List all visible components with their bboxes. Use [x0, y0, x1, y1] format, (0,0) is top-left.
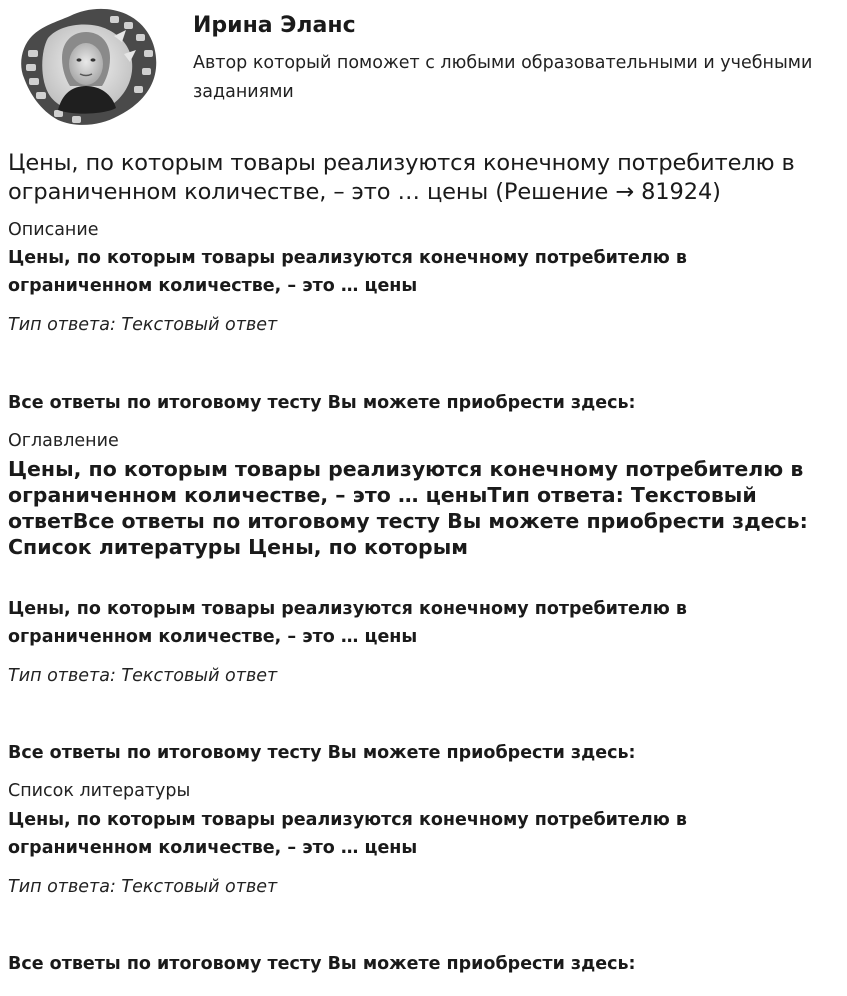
literature-note	[8, 950, 798, 978]
section-label-toc: Оглавление	[8, 431, 119, 451]
question-text: Цены, по которым товары реализуются конечному потребителю в ограниченном количестве, – это … цены	[8, 248, 687, 296]
author-description: Автор который поможет с любыми образовательными и учебными заданиями	[193, 53, 813, 102]
section-label-description: Описание	[8, 220, 99, 240]
toc-note	[8, 739, 798, 767]
description-section	[8, 219, 798, 241]
description-answer-type	[8, 314, 798, 336]
author-header	[8, 0, 839, 140]
answer-type-text: Тип ответа: Текстовый ответ	[8, 666, 278, 686]
author-name[interactable]: Ирина Эланс	[193, 13, 356, 38]
section-label-literature: Список литературы	[8, 781, 191, 801]
page-title: Цены, по которым товары реализуются конечному потребителю в ограниченном количестве, – это … цены (Решение → 81924)	[8, 150, 795, 205]
purchase-note: Все ответы по итоговому тесту Вы можете приобрести здесь:	[8, 393, 636, 413]
toc-question	[8, 595, 798, 651]
question-text: Цены, по которым товары реализуются конечному потребителю в ограниченном количестве, – это … цены	[8, 599, 687, 647]
answer-type-text: Тип ответа: Текстовый ответ	[8, 315, 278, 335]
author-info	[193, 12, 813, 107]
purchase-note: Все ответы по итоговому тесту Вы можете приобрести здесь:	[8, 743, 636, 763]
question-text: Цены, по которым товары реализуются конечному потребителю в ограниченном количестве, – это … цены	[8, 810, 687, 858]
avatar	[14, 6, 160, 130]
avatar-image	[14, 6, 160, 130]
toc-answer-type	[8, 665, 798, 687]
description-question	[8, 244, 798, 300]
literature-answer-type	[8, 876, 798, 898]
purchase-note: Все ответы по итоговому тесту Вы можете приобрести здесь:	[8, 954, 636, 974]
description-note	[8, 389, 798, 417]
literature-section	[8, 780, 798, 802]
literature-question	[8, 806, 798, 862]
toc-summary	[8, 456, 808, 560]
toc-summary-text: Цены, по которым товары реализуются конечному потребителю в ограниченном количестве, – это … ценыТип ответа: Текстовый ответВсе ответы по итоговому тесту Вы можете приобрести здесь: Список литературы Цены, по которым	[8, 457, 808, 559]
toc-section	[8, 430, 798, 452]
answer-type-text: Тип ответа: Текстовый ответ	[8, 877, 278, 897]
